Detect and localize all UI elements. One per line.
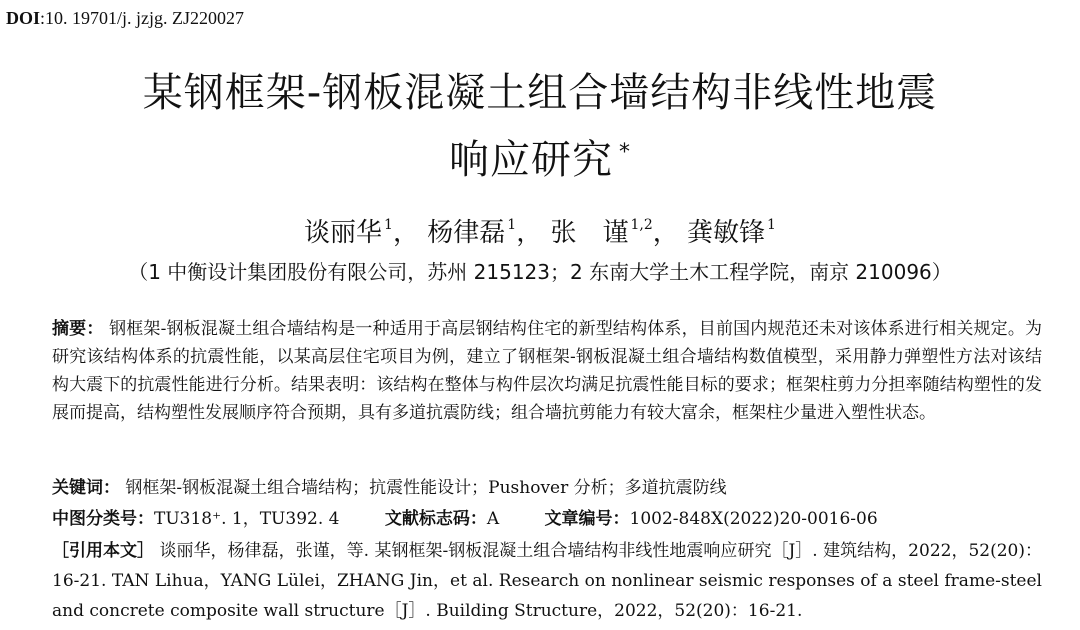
affiliation: （1 中衡设计集团股份有限公司，苏州 215123；2 东南大学土木工程学院，南京 210096） <box>128 260 952 284</box>
keywords <box>52 474 1042 502</box>
doi-value: :10. 19701/j. jzjg. ZJ220027 <box>40 8 245 28</box>
abstract <box>52 315 1042 427</box>
doi-label: DOI <box>6 8 41 28</box>
keywords-text: 钢框架-钢板混凝土组合墙结构；抗震性能设计；Pushover 分析；多道抗震防线 <box>125 478 727 498</box>
clc-number: 中图分类号：TU318⁺. 1，TU392. 4 <box>52 509 340 529</box>
paper-title-line2 <box>0 128 1080 185</box>
citation <box>52 536 1042 626</box>
title-footnote-marker: * <box>619 140 631 165</box>
abstract-text: 钢框架-钢板混凝土组合墙结构是一种适用于高层钢结构住宅的新型结构体系，目前国内规范还未对该体系进行相关规定。为研究该结构体系的抗震性能，以某高层住宅项目为例，建立了钢框架-钢板混凝土组合墙结构数值模型，采用静力弹塑性方法对该结构大震下的抗震性能进行分析。结果表明：该结构在整体与构件层次均满足抗震性能目标的要求；框架柱剪力分担率随结构塑性的发展而提高，结构塑性发展顺序符合预期，具有多道抗震防线；组合墙抗剪能力有较大富余，框架柱少量进入塑性状态。 <box>52 319 1043 423</box>
paper-title-line1: 某钢框架-钢板混凝土组合墙结构非线性地震 <box>142 70 938 116</box>
document-code: 文献标志码：A <box>384 509 500 529</box>
author-list <box>0 212 1080 249</box>
author: 张 谨 $^{1,2}$， <box>550 217 679 248</box>
citation-label: ［引用本文］ <box>52 541 155 561</box>
classification-line <box>52 505 1042 533</box>
citation-text: 谈丽华，杨律磊，张谨，等. 某钢框架-钢板混凝土组合墙结构非线性地震响应研究［J］. 建筑结构，2022，52(20)：16-21. TAN Lihua，YANG Lülei，ZHANG Jin，et al. Research on nonlinear seismic responses of a steel frame-steel and concrete composite wall structure［J］. Building Structure，2022，52(20)：16-21. <box>52 541 1043 621</box>
keywords-label: 关键词： <box>52 478 120 498</box>
author: 杨律磊 $^1$， <box>427 217 543 248</box>
article-number: 文章编号：1002-848X(2022)20-0016-06 <box>544 509 878 529</box>
author: 谈丽华 $^1$， <box>304 217 419 248</box>
paper-title-text: 响应研究 <box>449 137 613 183</box>
abstract-label: 摘要： <box>52 319 104 339</box>
doi-line <box>6 8 244 29</box>
author: 龚敏锋 $^1$ <box>687 217 776 248</box>
